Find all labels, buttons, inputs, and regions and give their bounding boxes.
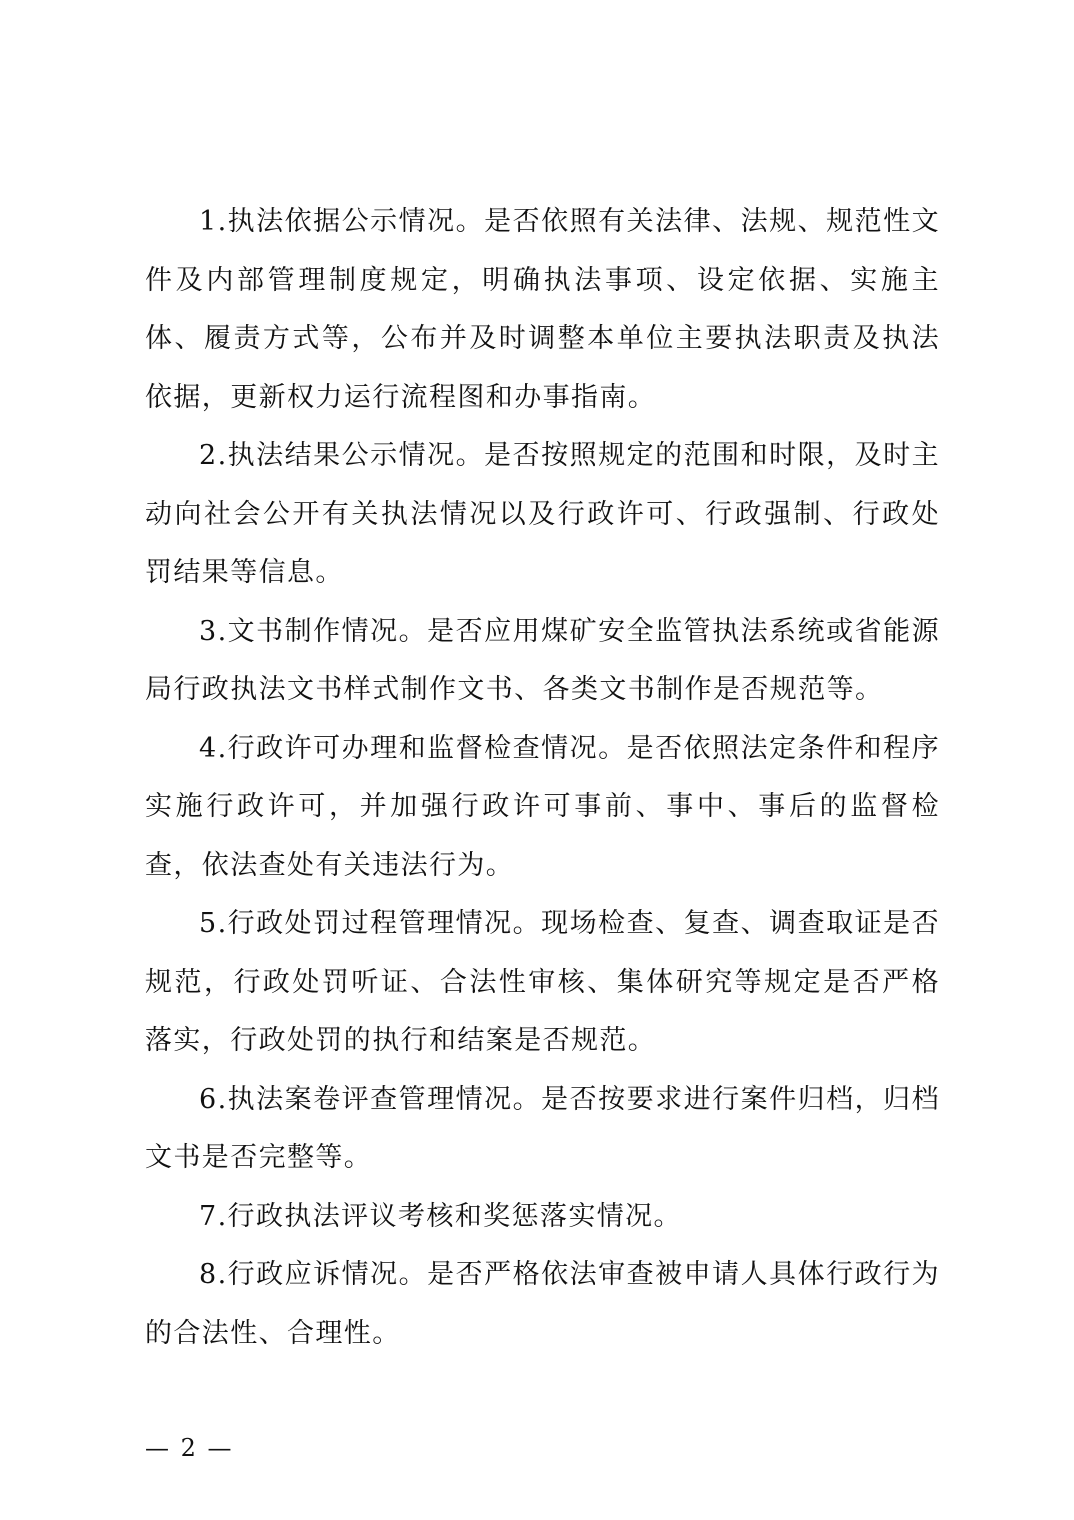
- document-body: [145, 193, 940, 1363]
- paragraph-6: 6.执法案卷评查管理情况。是否按要求进行案件归档，归档文书是否完整等。: [145, 1083, 940, 1173]
- page-number: — 2 —: [145, 1434, 234, 1462]
- paragraph-3: 3.文书制作情况。是否应用煤矿安全监管执法系统或省能源局行政执法文书样式制作文书、各类文书制作是否规范等。: [145, 615, 940, 705]
- paragraph-4: 4.行政许可办理和监督检查情况。是否依照法定条件和程序实施行政许可，并加强行政许可事前、事中、事后的监督检查，依法查处有关违法行为。: [145, 732, 940, 881]
- paragraph-8: 8.行政应诉情况。是否严格依法审查被申请人具体行政行为的合法性、合理性。: [145, 1259, 940, 1349]
- paragraph-5: 5.行政处罚过程管理情况。现场检查、复查、调查取证是否规范，行政处罚听证、合法性审核、集体研究等规定是否严格落实，行政处罚的执行和结案是否规范。: [145, 908, 940, 1056]
- paragraph-2: 2.执法结果公示情况。是否按照规定的范围和时限，及时主动向社会公开有关执法情况以及行政许可、行政强制、行政处罚结果等信息。: [145, 440, 940, 588]
- paragraph-7: 7.行政执法评议考核和奖惩落实情况。: [199, 1200, 682, 1232]
- paragraph-1: 1.执法依据公示情况。是否依照有关法律、法规、规范性文件及内部管理制度规定，明确执法事项、设定依据、实施主体、履责方式等，公布并及时调整本单位主要执法职责及执法依据，更新权力运行流程图和办事指南。: [145, 206, 940, 413]
